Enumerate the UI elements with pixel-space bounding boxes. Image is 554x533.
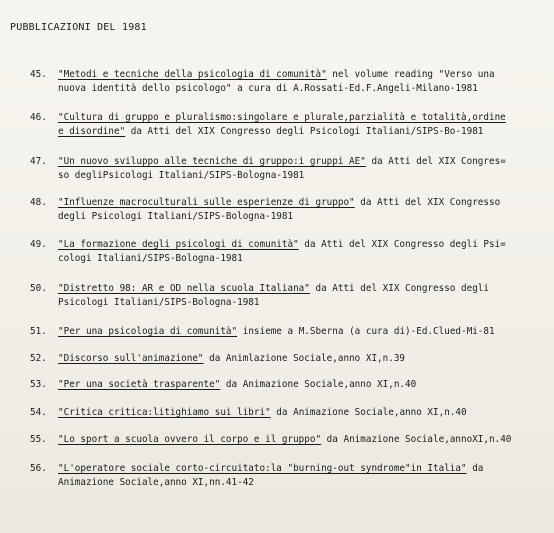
entry-title: "Per una società trasparente" bbox=[58, 379, 221, 390]
publication-entry bbox=[30, 68, 545, 96]
entry-source: nel volume reading "Verso una bbox=[326, 69, 495, 80]
publication-entry bbox=[30, 352, 545, 366]
entry-title: "Influenze macroculturali sulle esperienze di gruppo" bbox=[58, 197, 355, 208]
publication-entry bbox=[30, 378, 545, 392]
entry-title: "Metodi e tecniche della psicologia di comunità" bbox=[58, 69, 327, 80]
entry-number: 48. bbox=[30, 197, 47, 208]
entry-source: da Animlazione Sociale,anno XI,n.39 bbox=[203, 353, 406, 364]
entry-source: da bbox=[466, 463, 484, 474]
entry-title: "Cultura di gruppo e pluralismo:singolare e plurale,parzialità e totalità,ordine bbox=[58, 112, 506, 123]
publication-entry bbox=[30, 238, 545, 266]
entry-source: da Animazione Sociale,annoXI,n.40 bbox=[321, 434, 512, 445]
entry-title: "Discorso sull'animazione" bbox=[58, 353, 204, 364]
entry-number: 56. bbox=[30, 463, 47, 474]
entry-source: da Atti del XIX Congresso degli bbox=[309, 283, 489, 294]
entry-number: 55. bbox=[30, 434, 47, 445]
publication-entry bbox=[30, 433, 545, 447]
entry-continuation: degli Psicologi Italiani/SIPS-Bologna-1981 bbox=[58, 211, 294, 222]
entry-title-continuation: e disordine" bbox=[58, 126, 126, 137]
publication-entry bbox=[30, 155, 545, 183]
entry-number: 52. bbox=[30, 353, 47, 364]
entry-number: 45. bbox=[30, 69, 47, 80]
entry-number: 50. bbox=[30, 283, 47, 294]
entry-continuation: da Atti del XIX Congresso degli Psicologi Italiani/SIPS-Bo-1981 bbox=[125, 126, 484, 137]
page-heading: PUBBLICAZIONI DEL 1981 bbox=[10, 22, 147, 33]
publication-entry bbox=[30, 282, 545, 310]
publication-entry bbox=[30, 462, 545, 490]
entry-title: "Critica critica:litighiamo sui libri" bbox=[58, 407, 271, 418]
entry-number: 47. bbox=[30, 156, 47, 167]
entry-number: 54. bbox=[30, 407, 47, 418]
entry-source: da Atti del XIX Congresso bbox=[354, 197, 501, 208]
publication-entry bbox=[30, 196, 545, 224]
entry-title: "Un nuovo sviluppo alle tecniche di gruppo:i gruppi AE" bbox=[58, 156, 366, 167]
entry-source: da Animazione Sociale,anno XI,n.40 bbox=[270, 407, 467, 418]
entry-title: "L'operatore sociale corto-circuitato:la "burning-out syndrome"in Italia" bbox=[58, 463, 467, 474]
entry-number: 49. bbox=[30, 239, 47, 250]
entry-number: 51. bbox=[30, 326, 47, 337]
publication-entry bbox=[30, 325, 545, 339]
entry-continuation: Psicologi Italiani/SIPS-Bologna-1981 bbox=[58, 297, 260, 308]
entry-continuation: cologi Italiani/SIPS-Bologna-1981 bbox=[58, 253, 243, 264]
entry-source: da Atti del XIX Congresso degli Psi= bbox=[298, 239, 506, 250]
publication-entry bbox=[30, 406, 545, 420]
entry-number: 46. bbox=[30, 112, 47, 123]
entry-continuation: nuova identità dello psicologo" a cura di A.Rossati-Ed.F.Angeli-Milano-1981 bbox=[58, 83, 478, 94]
entry-title: "Distretto 98: AR e OD nella scuola Italiana" bbox=[58, 283, 310, 294]
entry-continuation: Animazione Sociale,anno XI,nn.41-42 bbox=[58, 477, 254, 488]
entry-source: da Atti del XIX Congres= bbox=[365, 156, 506, 167]
entry-continuation: so degliPsicologi Italiani/SIPS-Bologna-1981 bbox=[58, 170, 305, 181]
entry-title: "La formazione degli psicologi di comunità" bbox=[58, 239, 299, 250]
entry-number: 53. bbox=[30, 379, 47, 390]
entry-source: da Animazione Sociale,anno XI,n.40 bbox=[220, 379, 417, 390]
entry-title: "Lo sport a scuola ovvero il corpo e il gruppo" bbox=[58, 434, 322, 445]
publication-entry bbox=[30, 111, 545, 139]
entry-title: "Per una psicologia di comunità" bbox=[58, 326, 238, 337]
entry-source: insieme a M.Sberna (a cura di)-Ed.Clued-Mi-81 bbox=[237, 326, 495, 337]
